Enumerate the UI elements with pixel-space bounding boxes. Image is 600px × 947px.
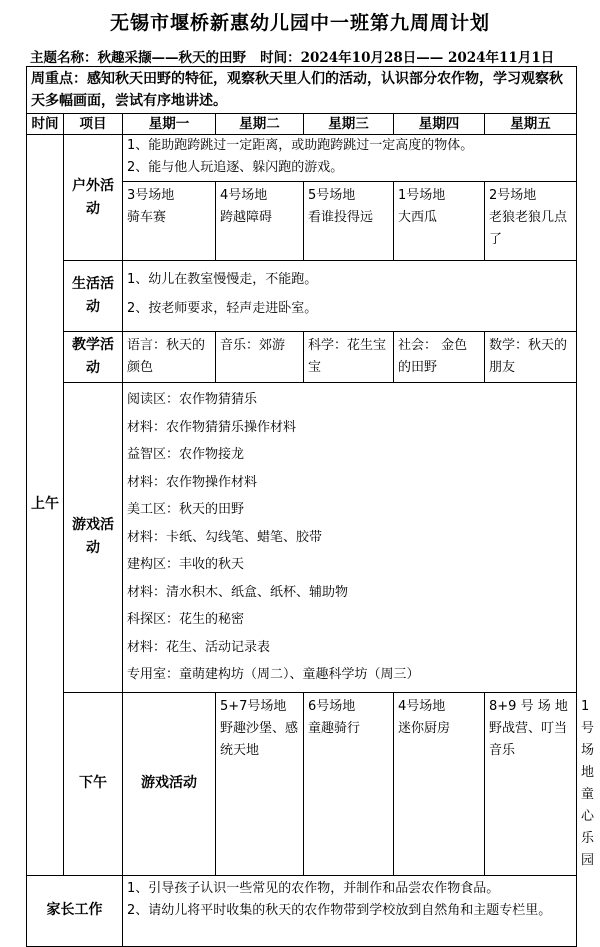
outdoor-tue — [216, 182, 304, 261]
time-label: 时间： — [260, 50, 301, 66]
game-line: 材料：花生、活动记录表 — [127, 639, 271, 655]
teaching-label: 教学活动 — [64, 332, 123, 383]
header-tue: 星期二 — [216, 114, 304, 135]
afternoon-tue — [304, 692, 394, 875]
outdoor-place: 3号场地 — [127, 188, 175, 203]
game-line: 专用室：童萌建构坊（周二）、童趣科学坊（周三） — [127, 667, 420, 682]
outdoor-place: 5号场地 — [308, 188, 356, 203]
afternoon-thu — [485, 692, 577, 875]
outdoor-thu — [394, 182, 485, 261]
teaching-fri: 数学：秋天的朋友 — [485, 332, 577, 383]
afternoon-place: 5+7号场地 — [220, 698, 287, 714]
outdoor-place: 2号场地 — [489, 188, 537, 203]
outdoor-goals — [123, 135, 577, 182]
life-items — [123, 261, 577, 332]
games-label: 游戏活动 — [64, 383, 123, 693]
header-item: 项目 — [64, 114, 123, 135]
outdoor-fri — [485, 182, 577, 261]
outdoor-activity: 看谁投得远 — [308, 210, 374, 225]
outdoor-place: 1号场地 — [398, 188, 446, 203]
weekly-plan-table: 周重点：感知秋天田野的特征，观察秋天里人们的活动，认识部分农作物，学习观察秋天多幅画面，尝试有序地讲述。 时间 项目 星期一 星期二 星期三 星期四 星期五 上午 户外活动 1、能助跑跨跳过一定距离，或助跑跨跳过一定高度的物体。 2、能与他人玩追逐、躲闪跑的游戏。 3号场地 骑车赛 4号场地 跨越障碍 5号场地 看谁投得远 1号场地 大西瓜 2号场地 老狼老狼几点了 生活活动 1、幼儿在教室慢慢走，不能跑。 2、按老师要求，轻声走进卧室。 教学活动 语言：秋天的颜色 音乐：郊游 科学：花生宝宝 社会： 金色的田野 数学：秋天的朋友 游戏活动 阅读区：农作物猜猜乐 材料：农作物猜猜乐操作材料 益智区：农作物接龙 材料：农作物操作材料 美工区：秋天的田野 材料：卡纸、勾线笔、蜡笔、胶带 建构区：丰收的秋天 材料：清水积木、纸盒、纸杯、辅助物 科探区：花生的秘密 材料：花生、活动记录表 专用室：童萌建构坊（周二）、童趣科学坊（周三） 下午 游戏活动 5+7号场地 野趣沙堡、感统天地 6号场地 童趣骑行 4号场地 迷你厨房 8+9 号 场 地 野战营、叮当音乐 1号场地 童心乐园 家长工作 1、引导孩子认识一些常见的农作物，并制作和品尝农作物食品。 2、请幼儿将平时收集的秋天的农作物带到学校放到自然角和主题专栏里。 — [26, 66, 577, 947]
theme-name: 秋趣采撷——秋天的田野 — [97, 50, 246, 66]
afternoon-activity: 野战营、叮当音乐 — [489, 720, 568, 758]
week-focus — [27, 67, 577, 114]
outdoor-activity: 老狼老狼几点了 — [489, 210, 568, 247]
afternoon-place: 6号场地 — [308, 698, 356, 714]
theme-line — [30, 46, 554, 66]
afternoon-activity: 童趣骑行 — [308, 720, 361, 736]
parents-item-1: 1、引导孩子认识一些常见的农作物，并制作和品尝农作物食品。 — [127, 880, 500, 896]
afternoon-activity: 迷你厨房 — [398, 720, 451, 736]
afternoon-place: 8+9 号 场 地 — [489, 698, 568, 714]
outdoor-label: 户外活动 — [64, 135, 123, 261]
afternoon-wed — [394, 692, 485, 875]
afternoon-mon — [216, 692, 304, 875]
afternoon-activity: 野趣沙堡、感统天地 — [220, 720, 299, 758]
game-line: 阅读区：农作物猜猜乐 — [127, 392, 258, 407]
life-label: 生活活动 — [64, 261, 123, 332]
life-item-2: 2、按老师要求，轻声走进卧室。 — [127, 301, 318, 316]
afternoon-place: 4号场地 — [398, 698, 446, 714]
outdoor-place: 4号场地 — [220, 188, 268, 203]
afternoon-games-label: 游戏活动 — [123, 692, 216, 875]
header-thu: 星期四 — [394, 114, 485, 135]
game-line: 科探区：花生的秘密 — [127, 612, 245, 627]
teaching-thu: 社会： 金色的田野 — [394, 332, 485, 383]
header-row — [27, 114, 577, 135]
outdoor-goal-1: 1、能助跑跨跳过一定距离，或助跑跨跳过一定高度的物体。 — [127, 138, 474, 153]
life-item-1: 1、幼儿在教室慢慢走，不能跑。 — [127, 272, 318, 287]
week-focus-label: 周重点： — [31, 71, 87, 87]
teaching-mon: 语言：秋天的颜色 — [123, 332, 216, 383]
game-line: 美工区：秋天的田野 — [127, 502, 245, 517]
game-line: 材料：农作物操作材料 — [127, 474, 258, 490]
outdoor-activity: 跨越障碍 — [220, 210, 273, 225]
header-wed: 星期三 — [304, 114, 394, 135]
game-line: 益智区：农作物接龙 — [127, 447, 245, 462]
header-mon: 星期一 — [123, 114, 216, 135]
outdoor-goal-2: 2、能与他人玩追逐、躲闪跑的游戏。 — [127, 160, 344, 175]
game-line: 材料：卡纸、勾线笔、蜡笔、胶带 — [127, 529, 323, 545]
period-morning: 上午 — [27, 135, 64, 876]
page-title: 无锡市堰桥新惠幼儿园中一班第九周周计划 — [109, 12, 490, 34]
teaching-tue: 音乐：郊游 — [216, 332, 304, 383]
game-line: 建构区：丰收的秋天 — [127, 557, 245, 572]
outdoor-mon — [123, 182, 216, 261]
games-content — [123, 383, 577, 693]
teaching-wed: 科学：花生宝宝 — [304, 332, 394, 383]
game-line: 材料：清水积木、纸盒、纸杯、辅助物 — [127, 584, 349, 600]
outdoor-activity: 骑车赛 — [127, 210, 167, 225]
period-afternoon: 下午 — [64, 692, 123, 875]
parents-label: 家长工作 — [27, 875, 123, 946]
parents-items — [123, 875, 577, 946]
time-range: 2024年10月28日—— 2024年11月1日 — [300, 50, 555, 66]
theme-label: 主题名称： — [30, 50, 98, 66]
game-line: 材料：农作物猜猜乐操作材料 — [127, 419, 297, 435]
header-time: 时间 — [27, 114, 64, 135]
outdoor-wed — [304, 182, 394, 261]
header-fri: 星期五 — [485, 114, 577, 135]
parents-item-2: 2、请幼儿将平时收集的秋天的农作物带到学校放到自然角和主题专栏里。 — [127, 902, 552, 918]
week-focus-text: 感知秋天田野的特征，观察秋天里人们的活动，认识部分农作物，学习观察秋天多幅画面，尝试有序地讲述。 — [31, 71, 563, 109]
outdoor-activity: 大西瓜 — [398, 210, 438, 225]
